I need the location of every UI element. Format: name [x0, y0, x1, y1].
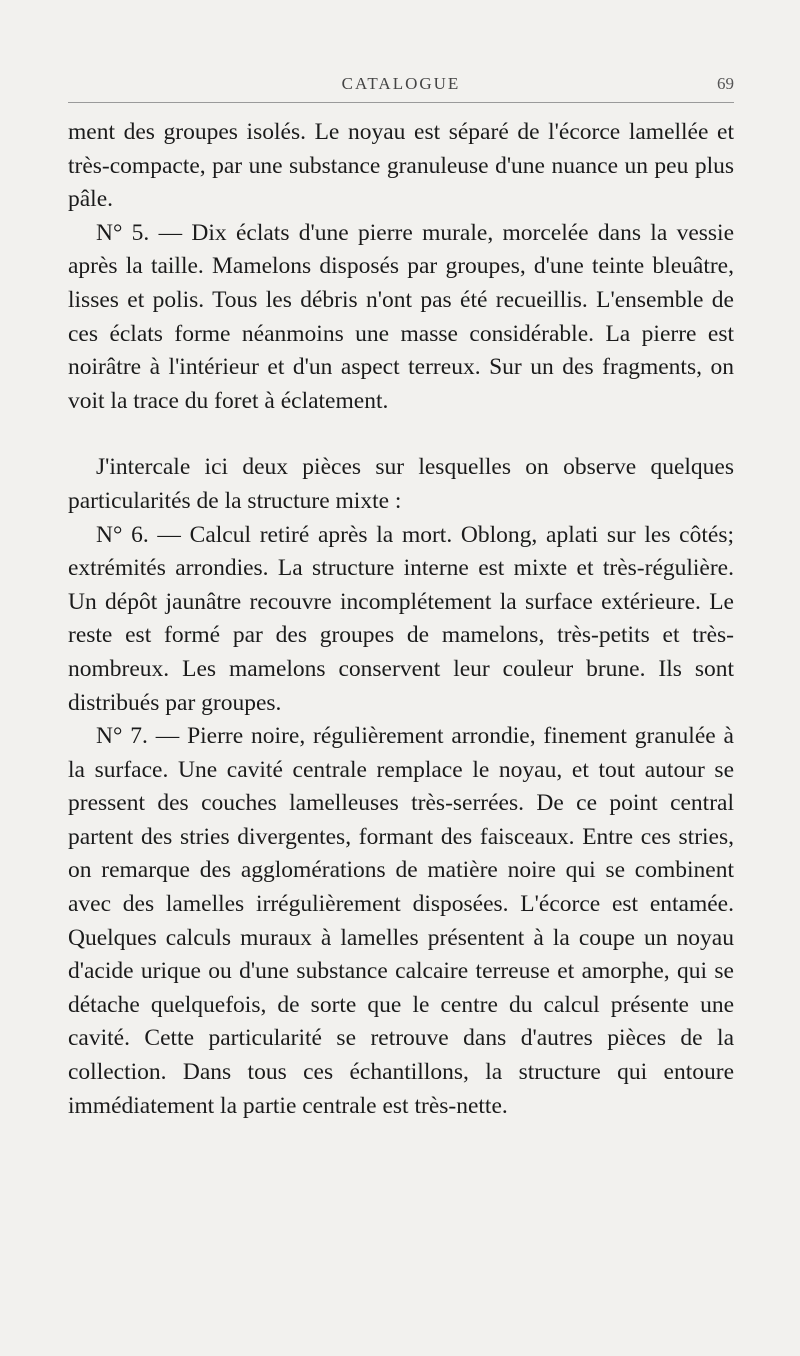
header-rule — [68, 102, 734, 103]
body-text — [68, 116, 734, 1123]
page-number: 69 — [717, 74, 734, 93]
running-title: CATALOGUE — [341, 74, 461, 93]
paragraph-intercale: J'intercale ici deux pièces sur lesquelles on observe quelques particularités de la structure mixte : — [68, 454, 734, 514]
page-header — [68, 74, 734, 96]
paragraph-no6: N° 6. — Calcul retiré après la mort. Oblong, aplati sur les côtés; extrémités arrondies. La structure interne est mixte et très-régulière. Un dépôt jaunâtre recouvre incomplétement la surface extérieure. Le reste est formé par des groupes de mamelons, très-petits et très-nombreux. Les mamelons conservent leur couleur brune. Ils sont distribués par groupes. — [68, 521, 734, 716]
paragraph-continuation: ment des groupes isolés. Le noyau est séparé de l'écorce lamellée et très-compacte, par une substance granuleuse d'une nuance un peu plus pâle. — [68, 119, 734, 213]
paragraph-no5: N° 5. — Dix éclats d'une pierre murale, morcelée dans la vessie après la taille. Mamelons disposés par groupes, d'une teinte bleuâtre, lisses et polis. Tous les débris n'ont pas été recueillis. L'ensemble de ces éclats forme néanmoins une masse considérable. La pierre est noirâtre à l'intérieur et d'un aspect terreux. Sur un des fragments, on voit la trace du foret à éclatement. — [68, 219, 734, 414]
paragraph-no7: N° 7. — Pierre noire, régulièrement arrondie, finement granulée à la surface. Une cavité centrale remplace le noyau, et tout autour se pressent des couches lamelleuses très-serrées. De ce point central partent des stries divergentes, formant des faisceaux. Entre ces stries, on remarque des agglomérations de matière noire qui se combinent avec des lamelles irrégulièrement disposées. L'écorce est entamée. Quelques calculs muraux à lamelles présentent à la coupe un noyau d'acide urique ou d'une substance calcaire terreuse et amorphe, qui se détache quelquefois, de sorte que le centre du calcul présente une cavité. Cette particularité se retrouve dans d'autres pièces de la collection. Dans tous ces échantillons, la structure qui entoure immédiatement la partie centrale est très-nette. — [68, 723, 734, 1119]
